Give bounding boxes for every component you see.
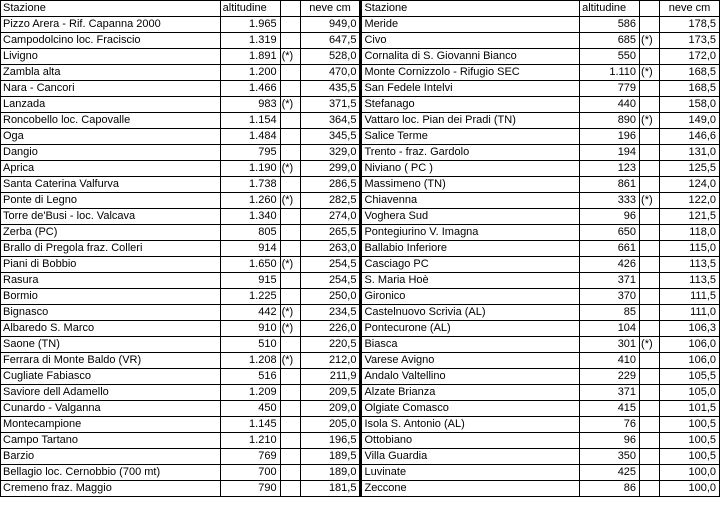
altitudine-cell-right: 301 bbox=[580, 337, 640, 353]
mark-cell-right bbox=[640, 321, 660, 337]
stazione-cell-right: San Fedele Intelvi bbox=[361, 81, 580, 97]
altitudine-cell-left: 1.965 bbox=[220, 17, 280, 33]
mark-cell-right: (*) bbox=[640, 337, 660, 353]
altitudine-cell-right: 415 bbox=[580, 401, 640, 417]
table-row bbox=[1, 481, 720, 497]
table-row bbox=[1, 49, 720, 65]
stazione-cell-right: Trento - fraz. Gardolo bbox=[361, 145, 580, 161]
neve-cell-left: 254,5 bbox=[300, 257, 361, 273]
table-body bbox=[1, 1, 720, 497]
table-row bbox=[1, 353, 720, 369]
stazione-cell-right: Villa Guardia bbox=[361, 449, 580, 465]
mark-cell-right bbox=[640, 129, 660, 145]
mark-cell-right bbox=[640, 225, 660, 241]
altitudine-cell-right: 861 bbox=[580, 177, 640, 193]
altitudine-cell-right: 194 bbox=[580, 145, 640, 161]
neve-cell-left: 196,5 bbox=[300, 433, 361, 449]
table-row bbox=[1, 177, 720, 193]
stazione-cell-right: Vattaro loc. Pian dei Pradi (TN) bbox=[361, 113, 580, 129]
stazione-cell-right: Ballabio Inferiore bbox=[361, 241, 580, 257]
mark-cell-right bbox=[640, 17, 660, 33]
altitudine-cell-right: 425 bbox=[580, 465, 640, 481]
stazione-cell-left: Dangio bbox=[1, 145, 221, 161]
altitudine-cell-right: 586 bbox=[580, 17, 640, 33]
mark-cell-right bbox=[640, 209, 660, 225]
altitudine-cell-right: 426 bbox=[580, 257, 640, 273]
mark-cell-left bbox=[280, 465, 300, 481]
neve-cell-left: 189,0 bbox=[300, 465, 361, 481]
neve-cell-right: 172,0 bbox=[660, 49, 720, 65]
table-row bbox=[1, 209, 720, 225]
neve-cell-right: 146,6 bbox=[660, 129, 720, 145]
altitudine-cell-right: 1.110 bbox=[580, 65, 640, 81]
stazione-cell-left: Oga bbox=[1, 129, 221, 145]
table-row bbox=[1, 321, 720, 337]
neve-cell-right: 113,5 bbox=[660, 257, 720, 273]
neve-cell-right: 168,5 bbox=[660, 65, 720, 81]
altitudine-cell-left: 510 bbox=[220, 337, 280, 353]
table-row bbox=[1, 113, 720, 129]
altitudine-cell-left: 1.200 bbox=[220, 65, 280, 81]
stazione-cell-left: Piani di Bobbio bbox=[1, 257, 221, 273]
altitudine-cell-left: 805 bbox=[220, 225, 280, 241]
table-row bbox=[1, 81, 720, 97]
stazione-cell-left: Albaredo S. Marco bbox=[1, 321, 221, 337]
altitudine-cell-right: 550 bbox=[580, 49, 640, 65]
mark-cell-left: (*) bbox=[280, 161, 300, 177]
mark-cell-left: (*) bbox=[280, 321, 300, 337]
neve-cell-left: 329,0 bbox=[300, 145, 361, 161]
neve-cell-left: 189,5 bbox=[300, 449, 361, 465]
stazione-cell-left: Zerba (PC) bbox=[1, 225, 221, 241]
table-row bbox=[1, 401, 720, 417]
altitudine-cell-left: 1.650 bbox=[220, 257, 280, 273]
stazione-cell-right: Monte Cornizzolo - Rifugio SEC bbox=[361, 65, 580, 81]
neve-cell-right: 115,0 bbox=[660, 241, 720, 257]
stazione-cell-right: Biasca bbox=[361, 337, 580, 353]
table-row bbox=[1, 241, 720, 257]
mark-cell-right bbox=[640, 385, 660, 401]
stazione-cell-left: Brallo di Pregola fraz. Colleri bbox=[1, 241, 221, 257]
altitudine-cell-left: 795 bbox=[220, 145, 280, 161]
table-row bbox=[1, 97, 720, 113]
stazione-cell-right: Andalo Valtellino bbox=[361, 369, 580, 385]
altitudine-cell-left: 1.260 bbox=[220, 193, 280, 209]
altitudine-cell-left: 1.319 bbox=[220, 33, 280, 49]
neve-cell-left: 209,0 bbox=[300, 401, 361, 417]
altitudine-cell-left: 1.210 bbox=[220, 433, 280, 449]
stazione-cell-left: Lanzada bbox=[1, 97, 221, 113]
mark-cell-right bbox=[640, 369, 660, 385]
neve-cell-right: 100,0 bbox=[660, 465, 720, 481]
neve-cell-left: 274,0 bbox=[300, 209, 361, 225]
mark-cell-left bbox=[280, 385, 300, 401]
neve-cell-left: 371,5 bbox=[300, 97, 361, 113]
table-row bbox=[1, 305, 720, 321]
header-altitudine-left: altitudine bbox=[220, 1, 280, 17]
neve-cell-left: 226,0 bbox=[300, 321, 361, 337]
neve-cell-right: 105,5 bbox=[660, 369, 720, 385]
stazione-cell-left: Roncobello loc. Capovalle bbox=[1, 113, 221, 129]
table-row bbox=[1, 273, 720, 289]
stazione-cell-right: Olgiate Comasco bbox=[361, 401, 580, 417]
mark-cell-left bbox=[280, 113, 300, 129]
stazione-cell-right: Ottobiano bbox=[361, 433, 580, 449]
neve-cell-right: 111,5 bbox=[660, 289, 720, 305]
neve-cell-left: 209,5 bbox=[300, 385, 361, 401]
neve-cell-right: 168,5 bbox=[660, 81, 720, 97]
table-row bbox=[1, 225, 720, 241]
mark-cell-left: (*) bbox=[280, 353, 300, 369]
neve-cell-left: 299,0 bbox=[300, 161, 361, 177]
neve-cell-left: 263,0 bbox=[300, 241, 361, 257]
mark-cell-right bbox=[640, 417, 660, 433]
mark-cell-left bbox=[280, 417, 300, 433]
neve-cell-right: 113,5 bbox=[660, 273, 720, 289]
altitudine-cell-right: 86 bbox=[580, 481, 640, 497]
mark-cell-right bbox=[640, 401, 660, 417]
altitudine-cell-left: 1.145 bbox=[220, 417, 280, 433]
altitudine-cell-left: 442 bbox=[220, 305, 280, 321]
stazione-cell-left: Rasura bbox=[1, 273, 221, 289]
table-row bbox=[1, 465, 720, 481]
neve-cell-right: 173,5 bbox=[660, 33, 720, 49]
altitudine-cell-left: 914 bbox=[220, 241, 280, 257]
mark-cell-left bbox=[280, 433, 300, 449]
stazione-cell-right: Pontegiurino V. Imagna bbox=[361, 225, 580, 241]
stazione-cell-right: Castelnuovo Scrivia (AL) bbox=[361, 305, 580, 321]
neve-cell-left: 205,0 bbox=[300, 417, 361, 433]
altitudine-cell-left: 915 bbox=[220, 273, 280, 289]
stazione-cell-right: Zeccone bbox=[361, 481, 580, 497]
header-mark-right bbox=[640, 1, 660, 17]
stazione-cell-right: Alzate Brianza bbox=[361, 385, 580, 401]
mark-cell-left bbox=[280, 369, 300, 385]
altitudine-cell-right: 333 bbox=[580, 193, 640, 209]
stazione-cell-left: Campo Tartano bbox=[1, 433, 221, 449]
stazione-cell-left: Ponte di Legno bbox=[1, 193, 221, 209]
table-row bbox=[1, 449, 720, 465]
altitudine-cell-right: 229 bbox=[580, 369, 640, 385]
neve-cell-right: 118,0 bbox=[660, 225, 720, 241]
mark-cell-right bbox=[640, 353, 660, 369]
mark-cell-left bbox=[280, 273, 300, 289]
altitudine-cell-left: 1.190 bbox=[220, 161, 280, 177]
neve-cell-right: 106,0 bbox=[660, 353, 720, 369]
mark-cell-right bbox=[640, 145, 660, 161]
altitudine-cell-left: 1.891 bbox=[220, 49, 280, 65]
stazione-cell-left: Aprica bbox=[1, 161, 221, 177]
altitudine-cell-left: 1.484 bbox=[220, 129, 280, 145]
altitudine-cell-right: 96 bbox=[580, 209, 640, 225]
header-row bbox=[1, 1, 720, 17]
neve-cell-left: 282,5 bbox=[300, 193, 361, 209]
stazione-cell-right: Cornalita di S. Giovanni Bianco bbox=[361, 49, 580, 65]
mark-cell-right bbox=[640, 449, 660, 465]
neve-cell-right: 149,0 bbox=[660, 113, 720, 129]
stazione-cell-left: Zambla alta bbox=[1, 65, 221, 81]
mark-cell-right bbox=[640, 49, 660, 65]
header-neve-left: neve cm bbox=[300, 1, 361, 17]
altitudine-cell-right: 96 bbox=[580, 433, 640, 449]
table-row bbox=[1, 369, 720, 385]
altitudine-cell-left: 1.208 bbox=[220, 353, 280, 369]
neve-cell-left: 364,5 bbox=[300, 113, 361, 129]
table-row bbox=[1, 433, 720, 449]
neve-cell-right: 106,0 bbox=[660, 337, 720, 353]
stazione-cell-left: Bormio bbox=[1, 289, 221, 305]
altitudine-cell-left: 1.209 bbox=[220, 385, 280, 401]
stazione-cell-right: Meride bbox=[361, 17, 580, 33]
stazione-cell-right: Salice Terme bbox=[361, 129, 580, 145]
mark-cell-left: (*) bbox=[280, 305, 300, 321]
altitudine-cell-right: 661 bbox=[580, 241, 640, 257]
header-neve-right: neve cm bbox=[660, 1, 720, 17]
altitudine-cell-left: 1.154 bbox=[220, 113, 280, 129]
altitudine-cell-right: 85 bbox=[580, 305, 640, 321]
stazione-cell-right: Isola S. Antonio (AL) bbox=[361, 417, 580, 433]
stazione-cell-left: Barzio bbox=[1, 449, 221, 465]
table-row bbox=[1, 193, 720, 209]
stazione-cell-left: Saviore dell Adamello bbox=[1, 385, 221, 401]
neve-cell-right: 101,5 bbox=[660, 401, 720, 417]
stazione-cell-left: Cremeno fraz. Maggio bbox=[1, 481, 221, 497]
mark-cell-right: (*) bbox=[640, 113, 660, 129]
mark-cell-left bbox=[280, 337, 300, 353]
neve-cell-right: 106,3 bbox=[660, 321, 720, 337]
altitudine-cell-right: 779 bbox=[580, 81, 640, 97]
stazione-cell-left: Saone (TN) bbox=[1, 337, 221, 353]
altitudine-cell-right: 371 bbox=[580, 385, 640, 401]
neve-cell-right: 105,0 bbox=[660, 385, 720, 401]
stazione-cell-left: Bellagio loc. Cernobbio (700 mt) bbox=[1, 465, 221, 481]
altitudine-cell-right: 123 bbox=[580, 161, 640, 177]
stazione-cell-left: Cugliate Fabiasco bbox=[1, 369, 221, 385]
altitudine-cell-left: 1.466 bbox=[220, 81, 280, 97]
altitudine-cell-left: 700 bbox=[220, 465, 280, 481]
neve-cell-left: 181,5 bbox=[300, 481, 361, 497]
mark-cell-right bbox=[640, 305, 660, 321]
altitudine-cell-left: 450 bbox=[220, 401, 280, 417]
mark-cell-left: (*) bbox=[280, 257, 300, 273]
stazione-cell-right: Varese Avigno bbox=[361, 353, 580, 369]
altitudine-cell-right: 650 bbox=[580, 225, 640, 241]
altitudine-cell-left: 769 bbox=[220, 449, 280, 465]
header-mark-left bbox=[280, 1, 300, 17]
table-row bbox=[1, 65, 720, 81]
mark-cell-right bbox=[640, 433, 660, 449]
mark-cell-right bbox=[640, 481, 660, 497]
header-stazione-left: Stazione bbox=[1, 1, 221, 17]
stazione-cell-right: Niviano ( PC ) bbox=[361, 161, 580, 177]
neve-cell-right: 100,0 bbox=[660, 481, 720, 497]
mark-cell-left bbox=[280, 145, 300, 161]
altitudine-cell-left: 1.738 bbox=[220, 177, 280, 193]
mark-cell-right: (*) bbox=[640, 33, 660, 49]
mark-cell-right bbox=[640, 177, 660, 193]
neve-cell-left: 220,5 bbox=[300, 337, 361, 353]
mark-cell-right bbox=[640, 465, 660, 481]
table-row bbox=[1, 289, 720, 305]
neve-cell-left: 212,0 bbox=[300, 353, 361, 369]
table-row bbox=[1, 337, 720, 353]
altitudine-cell-left: 983 bbox=[220, 97, 280, 113]
neve-cell-right: 124,0 bbox=[660, 177, 720, 193]
mark-cell-left bbox=[280, 481, 300, 497]
altitudine-cell-right: 370 bbox=[580, 289, 640, 305]
table-row bbox=[1, 417, 720, 433]
neve-cell-left: 234,5 bbox=[300, 305, 361, 321]
neve-cell-left: 949,0 bbox=[300, 17, 361, 33]
neve-cell-right: 125,5 bbox=[660, 161, 720, 177]
altitudine-cell-right: 371 bbox=[580, 273, 640, 289]
neve-cell-right: 100,5 bbox=[660, 433, 720, 449]
neve-cell-right: 158,0 bbox=[660, 97, 720, 113]
mark-cell-left: (*) bbox=[280, 97, 300, 113]
stazione-cell-left: Ferrara di Monte Baldo (VR) bbox=[1, 353, 221, 369]
stazione-cell-right: Massimeno (TN) bbox=[361, 177, 580, 193]
mark-cell-left bbox=[280, 449, 300, 465]
stazione-cell-right: Pontecurone (AL) bbox=[361, 321, 580, 337]
stazione-cell-left: Santa Caterina Valfurva bbox=[1, 177, 221, 193]
stazione-cell-left: Torre de'Busi - loc. Valcava bbox=[1, 209, 221, 225]
neve-cell-left: 286,5 bbox=[300, 177, 361, 193]
neve-cell-left: 250,0 bbox=[300, 289, 361, 305]
header-stazione-right: Stazione bbox=[361, 1, 580, 17]
altitudine-cell-right: 890 bbox=[580, 113, 640, 129]
mark-cell-left bbox=[280, 241, 300, 257]
header-altitudine-right: altitudine bbox=[580, 1, 640, 17]
neve-cell-left: 435,5 bbox=[300, 81, 361, 97]
stazione-cell-right: Casciago PC bbox=[361, 257, 580, 273]
mark-cell-right bbox=[640, 289, 660, 305]
mark-cell-right bbox=[640, 257, 660, 273]
mark-cell-left bbox=[280, 177, 300, 193]
altitudine-cell-left: 516 bbox=[220, 369, 280, 385]
neve-cell-left: 254,5 bbox=[300, 273, 361, 289]
neve-cell-left: 528,0 bbox=[300, 49, 361, 65]
mark-cell-left bbox=[280, 81, 300, 97]
neve-cell-right: 100,5 bbox=[660, 417, 720, 433]
mark-cell-left bbox=[280, 209, 300, 225]
table-row bbox=[1, 17, 720, 33]
stazione-cell-right: Chiavenna bbox=[361, 193, 580, 209]
stazione-cell-right: Stefanago bbox=[361, 97, 580, 113]
mark-cell-left bbox=[280, 65, 300, 81]
mark-cell-left bbox=[280, 225, 300, 241]
stazione-cell-left: Pizzo Arera - Rif. Capanna 2000 bbox=[1, 17, 221, 33]
neve-cell-left: 265,5 bbox=[300, 225, 361, 241]
mark-cell-right bbox=[640, 273, 660, 289]
mark-cell-left: (*) bbox=[280, 49, 300, 65]
mark-cell-left: (*) bbox=[280, 193, 300, 209]
stazione-cell-left: Nara - Cancori bbox=[1, 81, 221, 97]
mark-cell-right bbox=[640, 81, 660, 97]
altitudine-cell-left: 1.225 bbox=[220, 289, 280, 305]
altitudine-cell-right: 104 bbox=[580, 321, 640, 337]
altitudine-cell-left: 910 bbox=[220, 321, 280, 337]
table-row bbox=[1, 145, 720, 161]
stazione-cell-left: Bignasco bbox=[1, 305, 221, 321]
neve-cell-right: 100,5 bbox=[660, 449, 720, 465]
altitudine-cell-right: 410 bbox=[580, 353, 640, 369]
mark-cell-left bbox=[280, 401, 300, 417]
neve-cell-right: 121,5 bbox=[660, 209, 720, 225]
mark-cell-left bbox=[280, 33, 300, 49]
stazione-cell-left: Livigno bbox=[1, 49, 221, 65]
stazione-cell-right: Voghera Sud bbox=[361, 209, 580, 225]
stazione-cell-right: Gironico bbox=[361, 289, 580, 305]
neve-cell-right: 111,0 bbox=[660, 305, 720, 321]
altitudine-cell-right: 685 bbox=[580, 33, 640, 49]
table-row bbox=[1, 33, 720, 49]
mark-cell-right bbox=[640, 241, 660, 257]
table-row bbox=[1, 385, 720, 401]
neve-cell-right: 178,5 bbox=[660, 17, 720, 33]
neve-cell-right: 122,0 bbox=[660, 193, 720, 209]
neve-cell-left: 211,9 bbox=[300, 369, 361, 385]
altitudine-cell-right: 440 bbox=[580, 97, 640, 113]
mark-cell-left bbox=[280, 129, 300, 145]
mark-cell-right: (*) bbox=[640, 193, 660, 209]
stazione-cell-left: Campodolcino loc. Fraciscio bbox=[1, 33, 221, 49]
mark-cell-right bbox=[640, 161, 660, 177]
neve-cell-left: 345,5 bbox=[300, 129, 361, 145]
table-row bbox=[1, 129, 720, 145]
mark-cell-left bbox=[280, 17, 300, 33]
table-row bbox=[1, 161, 720, 177]
altitudine-cell-right: 350 bbox=[580, 449, 640, 465]
stazione-cell-left: Montecampione bbox=[1, 417, 221, 433]
altitudine-cell-right: 76 bbox=[580, 417, 640, 433]
neve-cell-right: 131,0 bbox=[660, 145, 720, 161]
neve-cell-left: 470,0 bbox=[300, 65, 361, 81]
stazione-cell-right: Luvinate bbox=[361, 465, 580, 481]
mark-cell-right bbox=[640, 97, 660, 113]
mark-cell-left bbox=[280, 289, 300, 305]
altitudine-cell-right: 196 bbox=[580, 129, 640, 145]
stazione-cell-right: Civo bbox=[361, 33, 580, 49]
altitudine-cell-left: 790 bbox=[220, 481, 280, 497]
table-row bbox=[1, 257, 720, 273]
stazione-cell-left: Cunardo - Valganna bbox=[1, 401, 221, 417]
stazione-cell-right: S. Maria Hoè bbox=[361, 273, 580, 289]
altitudine-cell-left: 1.340 bbox=[220, 209, 280, 225]
neve-cell-left: 647,5 bbox=[300, 33, 361, 49]
mark-cell-right: (*) bbox=[640, 65, 660, 81]
